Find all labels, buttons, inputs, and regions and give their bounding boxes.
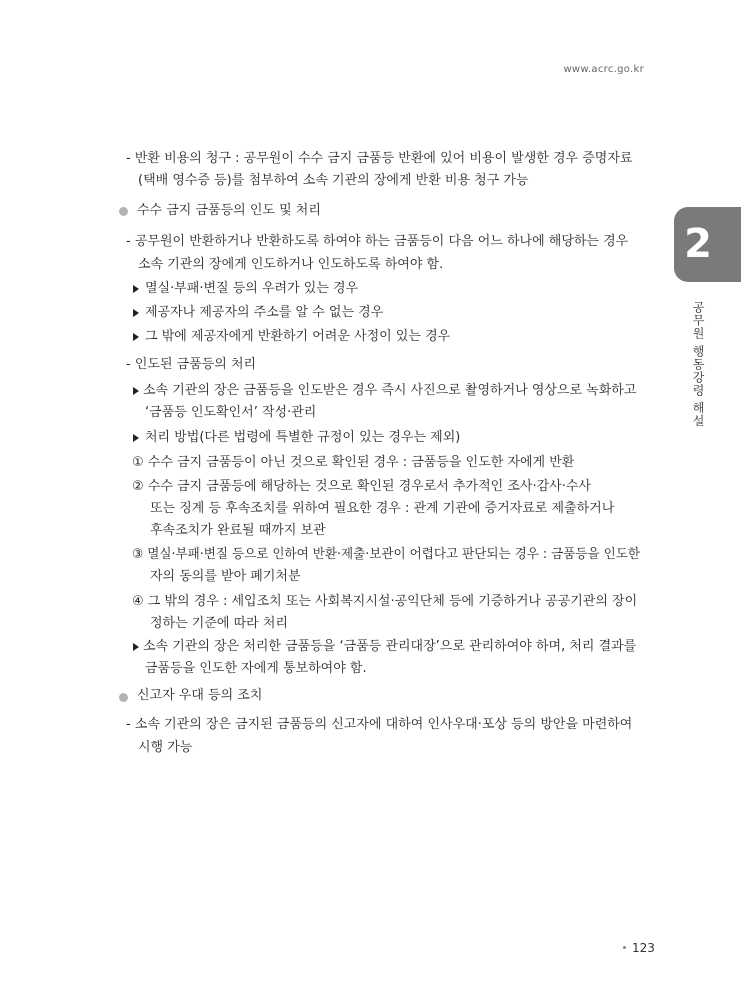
website-url: www.acrc.go.kr — [563, 64, 644, 75]
numbered-item: ② 수수 금지 금품등에 해당하는 것으로 확인된 경우로서 추가적인 조사·감사·수사 — [132, 479, 591, 494]
text-line: 자의 동의를 받아 폐기처분 — [150, 569, 301, 584]
triangle-bullet-icon — [133, 643, 139, 651]
section-bullet-icon — [119, 207, 128, 216]
text-line: - 반환 비용의 청구 : 공무원이 수수 금지 금품등 반환에 있어 비용이 발생한 경우 증명자료 — [126, 151, 633, 166]
text-line: 정하는 기준에 따라 처리 — [150, 616, 288, 631]
text-line: 소속 기관의 장에게 인도하거나 인도하도록 하여야 함. — [138, 257, 444, 272]
chapter-tab — [674, 207, 741, 282]
list-item: 소속 기관의 장은 금품등을 인도받은 경우 즉시 사진으로 촬영하거나 영상으로 녹화하고 — [143, 383, 637, 398]
numbered-item: ④ 그 밖의 경우 : 세입조치 또는 사회복지시설·공익단체 등에 기증하거나 공공기관의 장이 — [132, 594, 638, 609]
text-line: - 인도된 금품등의 처리 — [126, 357, 257, 372]
text-line: - 공무원이 반환하거나 반환하도록 하여야 하는 금품등이 다음 어느 하나에 해당하는 경우 — [126, 234, 629, 249]
chapter-number: 2 — [684, 221, 712, 267]
list-item: 멸실·부패·변질 등의 우려가 있는 경우 — [145, 281, 359, 296]
section-heading: 신고자 우대 등의 조치 — [137, 688, 263, 703]
page-number: 123 — [632, 941, 655, 955]
text-line: ‘금품등 인도확인서’ 작성·관리 — [145, 405, 317, 420]
text-line: 또는 징계 등 후속조치를 위하여 필요한 경우 : 관계 기관에 증거자료로 제출하거나 — [150, 501, 615, 516]
text-line: (택배 영수증 등)를 첨부하여 소속 기관의 장에게 반환 비용 청구 가능 — [138, 173, 529, 188]
section-heading: 수수 금지 금품등의 인도 및 처리 — [137, 203, 321, 218]
text-line: 후속조치가 완료될 때까지 보관 — [150, 523, 326, 538]
triangle-bullet-icon — [133, 285, 139, 293]
triangle-bullet-icon — [133, 387, 139, 395]
triangle-bullet-icon — [133, 434, 139, 442]
section-bullet-icon — [119, 693, 128, 702]
numbered-item: ① 수수 금지 금품등이 아닌 것으로 확인된 경우 : 금품등을 인도한 자에게 반환 — [132, 455, 575, 470]
numbered-item: ③ 멸실·부패·변질 등으로 인하여 반환·제출·보관이 어렵다고 판단되는 경우 : 금품등을 인도한 — [132, 547, 640, 562]
page-dot-icon — [623, 946, 626, 949]
text-line: - 소속 기관의 장은 금지된 금품등의 신고자에 대하여 인사우대·포상 등의 방안을 마련하여 — [126, 717, 633, 732]
list-item: 처리 방법(다른 법령에 특별한 규정이 있는 경우는 제외) — [145, 430, 461, 445]
list-item: 제공자나 제공자의 주소를 알 수 없는 경우 — [145, 305, 384, 320]
chapter-label: 공무원 행동강령 해설 — [691, 301, 705, 428]
text-line: 금품등을 인도한 자에게 통보하여야 함. — [145, 661, 367, 676]
triangle-bullet-icon — [133, 309, 139, 317]
triangle-bullet-icon — [133, 333, 139, 341]
text-line: 시행 가능 — [138, 740, 193, 755]
list-item: 소속 기관의 장은 처리한 금품등을 ‘금품등 관리대장’으로 관리하여야 하며, 처리 결과를 — [143, 639, 637, 654]
list-item: 그 밖에 제공자에게 반환하기 어려운 사정이 있는 경우 — [145, 329, 451, 344]
